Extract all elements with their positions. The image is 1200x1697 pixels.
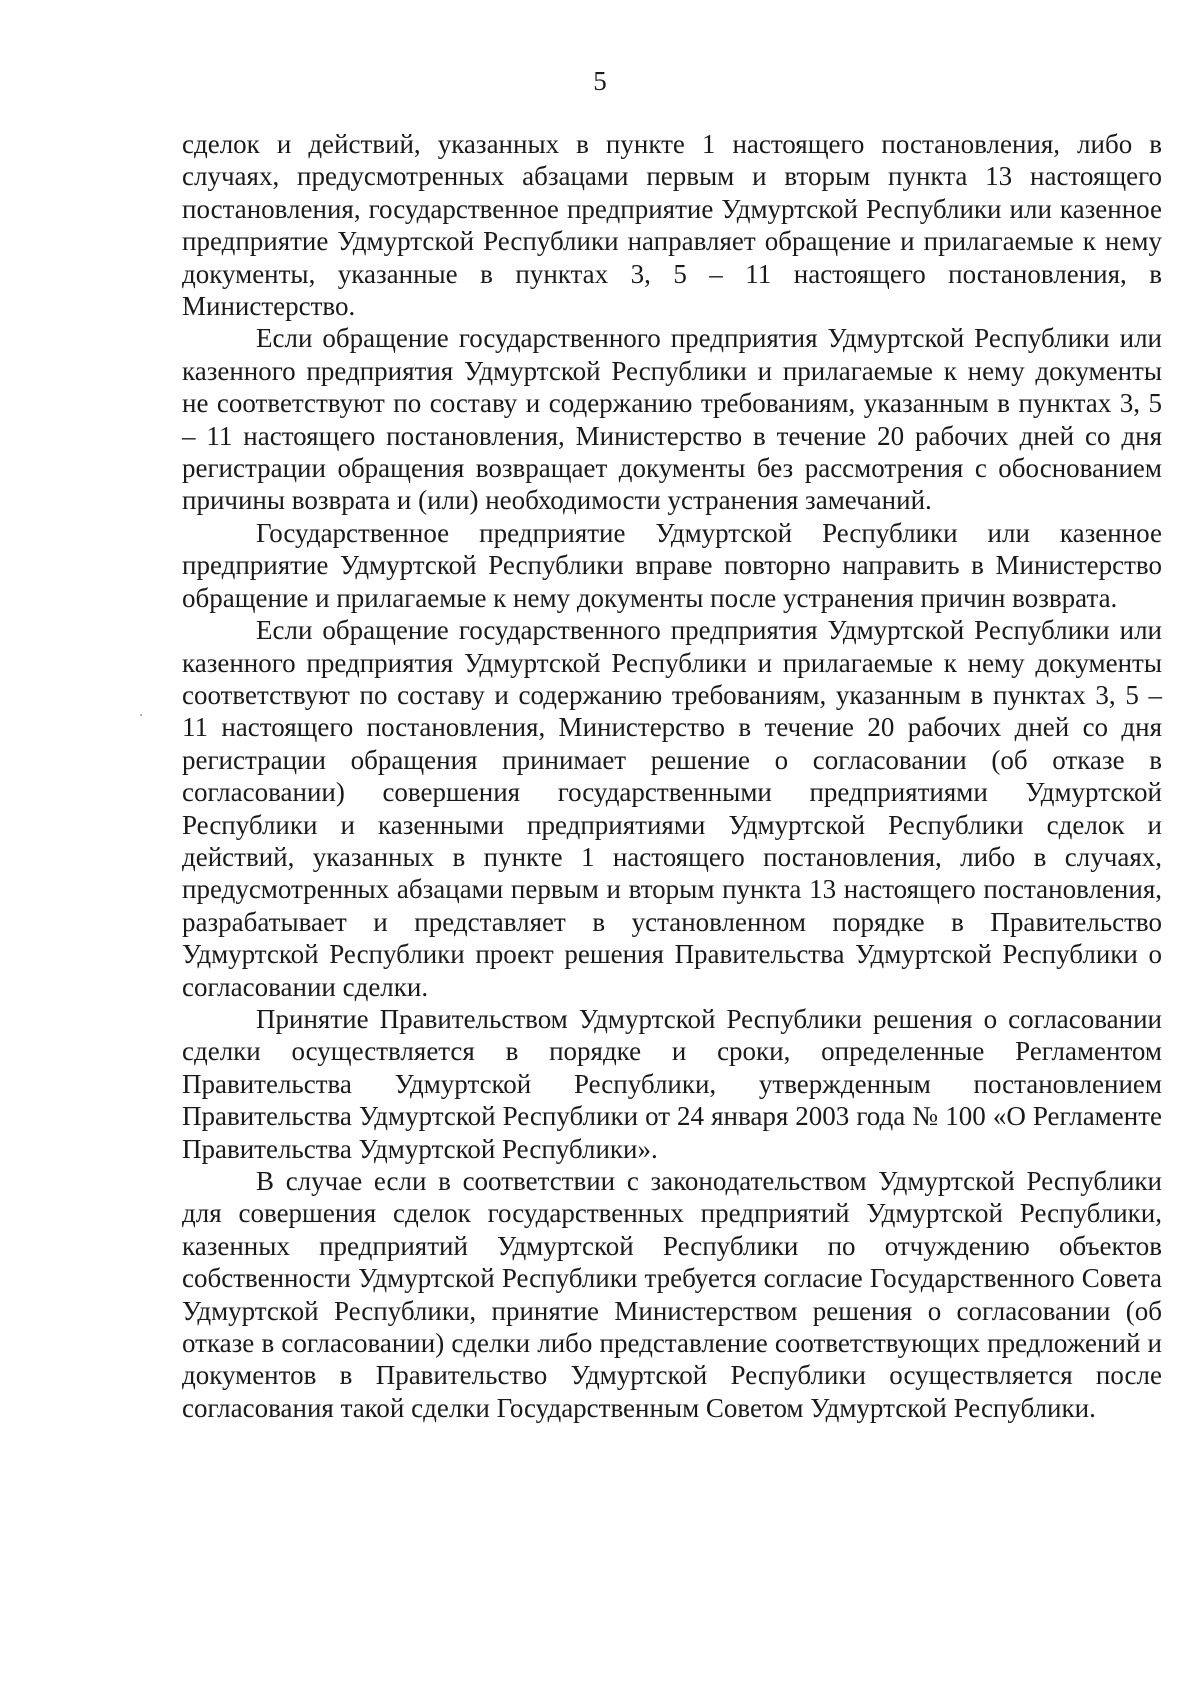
page-number: 5 xyxy=(593,66,607,96)
document-body xyxy=(182,128,1162,1424)
paragraph: Если обращение государственного предприятия Удмуртской Республики или казенного предприятия Удмуртской Республики и прилагаемые к нему документы не соответствуют по составу и содержанию требованиям, указанным в пунктах 3, 5 – 11 настоящего постановления, Министерство в течение 20 рабочих дней со дня регистрации обращения возвращает документы без рассмотрения с обоснованием причины возврата и (или) необходимости устранения замечаний. xyxy=(182,323,1162,516)
paragraph: сделок и действий, указанных в пункте 1 настоящего постановления, либо в случаях, предусмотренных абзацами первым и вторым пункта 13 настоящего постановления, государственное предприятие Удмуртской Республики или казенное предприятие Удмуртской Республики направляет обращение и прилагаемые к нему документы, указанные в пунктах 3, 5 – 11 настоящего постановления, в Министерство. xyxy=(182,129,1162,322)
paragraph: В случае если в соответствии с законодательством Удмуртской Республики для совершения сделок государственных предприятий Удмуртской Республики, казенных предприятий Удмуртской Республики по отчуждению объектов собственности Удмуртской Республики требуется согласие Государственного Совета Удмуртской Республики, принятие Министерством решения о согласовании (об отказе в согласовании) сделки либо представление соответствующих предложений и документов в Правительство Удмуртской Республики осуществляется после согласования такой сделки Государственным Советом Удмуртской Республики. xyxy=(182,1166,1162,1423)
paragraph: Принятие Правительством Удмуртской Республики решения о согласовании сделки осуществляется в порядке и сроки, определенные Регламентом Правительства Удмуртской Республики, утвержденным постановлением Правительства Удмуртской Республики от 24 января 2003 года № 100 «О Регламенте Правительства Удмуртской Республики». xyxy=(182,1003,1162,1164)
paragraph: Если обращение государственного предприятия Удмуртской Республики или казенного предприятия Удмуртской Республики и прилагаемые к нему документы соответствуют по составу и содержанию требованиям, указанным в пунктах 3, 5 – 11 настоящего постановления, Министерство в течение 20 рабочих дней со дня регистрации обращения принимает решение о согласовании (об отказе в согласовании) совершения государственными предприятиями Удмуртской Республики и казенными предприятиями Удмуртской Республики сделок и действий, указанных в пункте 1 настоящего постановления, либо в случаях, предусмотренных абзацами первым и вторым пункта 13 настоящего постановления, разрабатывает и представляет в установленном порядке в Правительство Удмуртской Республики проект решения Правительства Удмуртской Республики о согласовании сделки. xyxy=(182,615,1162,1002)
paragraph: Государственное предприятие Удмуртской Республики или казенное предприятие Удмуртской Республики вправе повторно направить в Министерство обращение и прилагаемые к нему документы после устранения причин возврата. xyxy=(182,517,1162,613)
scan-speck xyxy=(140,714,142,716)
